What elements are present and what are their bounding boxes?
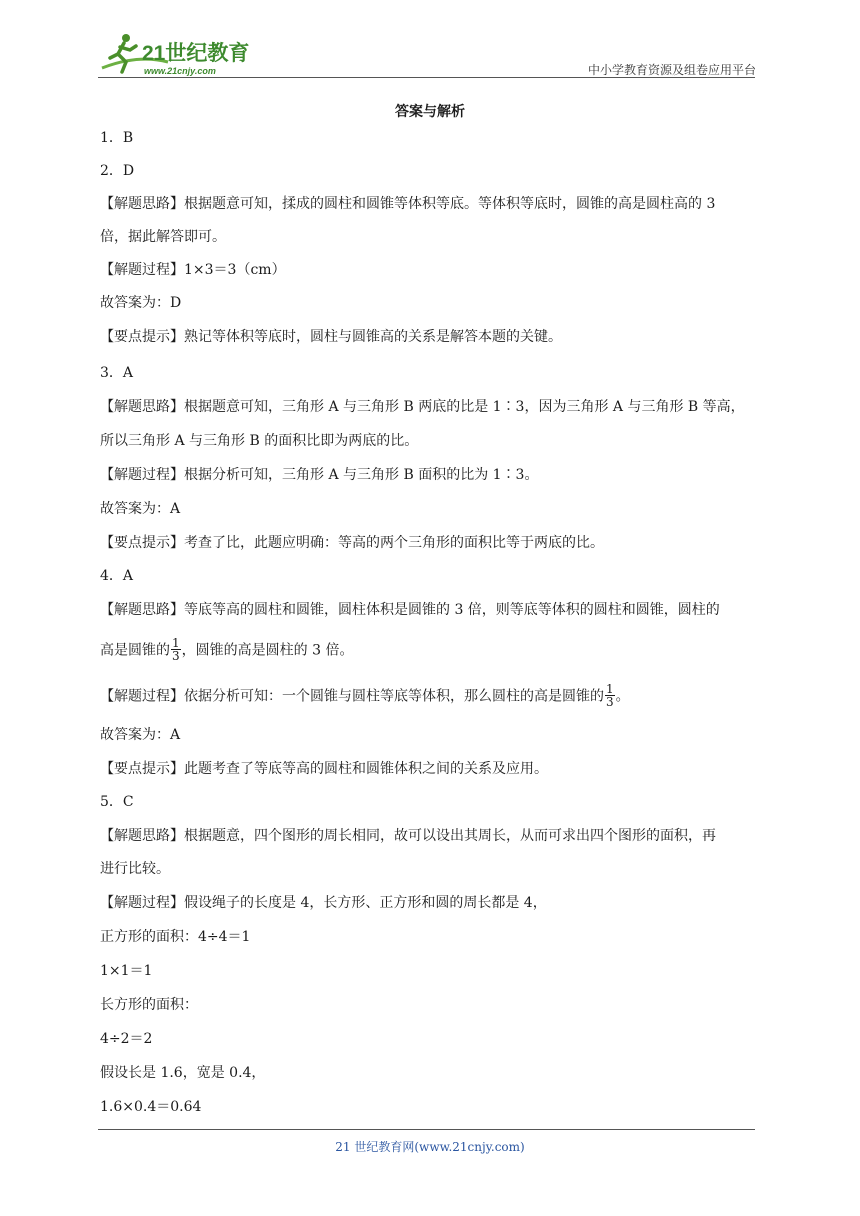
solution-thought: 【解题思路】根据题意可知，揉成的圆柱和圆锥等体积等底。等体积等底时，圆锥的高是圆柱高的 3 — [100, 196, 716, 212]
answer-statement: 故答案为：A — [100, 727, 181, 743]
calc-line: 4÷2＝2 — [100, 1031, 153, 1047]
calc-line: 1×1＝1 — [100, 963, 153, 979]
solution-process: 【解题过程】假设绳子的长度是 4，长方形、正方形和圆的周长都是 4， — [100, 895, 547, 911]
answer-3: 3．A — [100, 365, 134, 381]
key-tip: 【要点提示】考查了比，此题应明确：等高的两个三角形的面积比等于两底的比。 — [100, 535, 604, 551]
footer-divider — [98, 1129, 755, 1130]
page-header — [98, 30, 758, 78]
svg-text:www.21cnjy.com: www.21cnjy.com — [144, 66, 216, 76]
solution-thought-cont: 高是圆锥的 $\frac{1}{3}$ ，圆锥的高是圆柱的 3 倍。 — [100, 636, 354, 663]
logo — [98, 32, 263, 78]
solution-process: 【解题过程】根据分析可知，三角形 A 与三角形 B 面积的比为 1∶3。 — [100, 467, 539, 483]
header-divider — [98, 77, 755, 78]
solution-thought: 【解题思路】根据题意可知，三角形 A 与三角形 B 两底的比是 1∶3，因为三角形 A 与三角形 B 等高， — [100, 399, 745, 415]
solution-thought: 【解题思路】根据题意，四个图形的周长相同，故可以设出其周长，从而可求出四个图形的面积，再 — [100, 828, 716, 844]
calc-line: 长方形的面积： — [100, 997, 198, 1013]
solution-thought-cont: 进行比较。 — [100, 861, 170, 877]
answer-1: 1．B — [100, 130, 134, 146]
solution-thought-cont: 所以三角形 A 与三角形 B 的面积比即为两底的比。 — [100, 433, 419, 449]
fraction: $\frac{1}{3}$ — [606, 682, 614, 709]
answer-2: 2．D — [100, 163, 135, 179]
key-tip: 【要点提示】熟记等体积等底时，圆柱与圆锥高的关系是解答本题的关键。 — [100, 329, 562, 345]
calc-line: 1.6×0.4＝0.64 — [100, 1099, 202, 1115]
answer-statement: 故答案为：A — [100, 501, 181, 517]
platform-name: 中小学教育资源及组卷应用平台 — [587, 63, 756, 77]
solution-process: 【解题过程】1×3＝3（cm） — [100, 262, 286, 278]
answer-statement: 故答案为：D — [100, 295, 182, 311]
calc-line: 假设长是 1.6，宽是 0.4， — [100, 1065, 266, 1081]
fraction: $\frac{1}{3}$ — [172, 636, 180, 663]
footer-source: 21 世纪教育网(www.21cnjy.com) — [335, 1140, 525, 1154]
key-tip: 【要点提示】此题考查了等底等高的圆柱和圆锥体积之间的关系及应用。 — [100, 761, 548, 777]
page-title: 答案与解析 — [395, 104, 465, 120]
svg-text:21世纪教育: 21世纪教育 — [142, 42, 250, 65]
solution-process: 【解题过程】依据分析可知：一个圆锥与圆柱等底等体积，那么圆柱的高是圆锥的 $\frac{1}{3}$ 。 — [100, 682, 630, 709]
calc-line: 正方形的面积：4÷4＝1 — [100, 929, 251, 945]
answer-5: 5．C — [100, 794, 134, 810]
answer-4: 4．A — [100, 568, 134, 584]
solution-thought: 【解题思路】等底等高的圆柱和圆锥，圆柱体积是圆锥的 3 倍，则等底等体积的圆柱和圆锥，圆柱的 — [100, 602, 720, 618]
solution-thought-cont: 倍，据此解答即可。 — [100, 229, 226, 245]
